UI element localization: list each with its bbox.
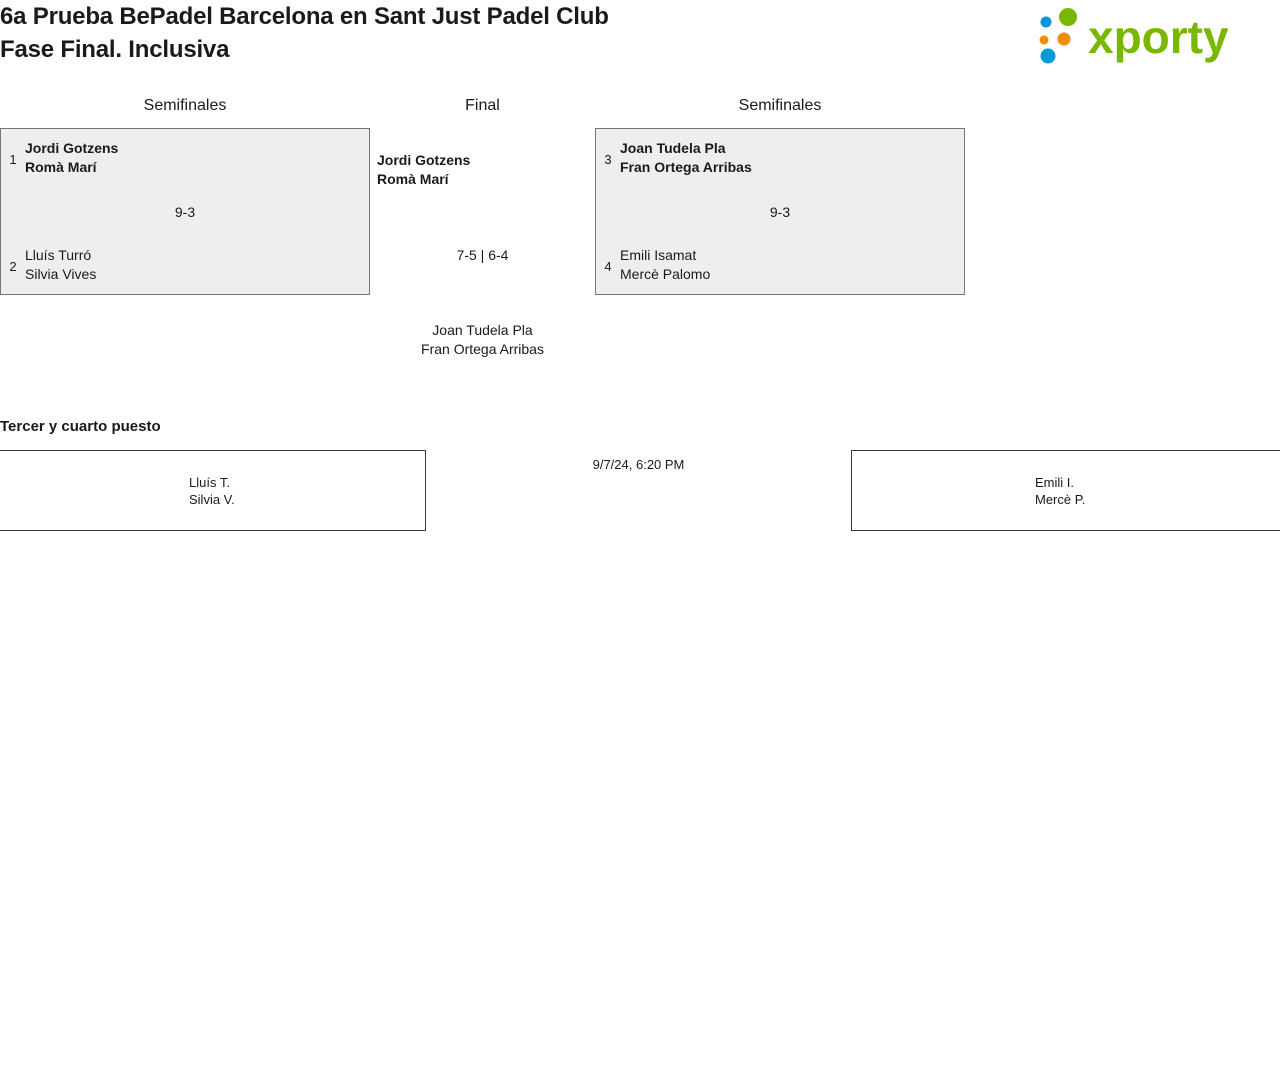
third-place-team-right[interactable]: [1035, 474, 1085, 508]
player-name: Fran Ortega Arribas: [620, 159, 752, 175]
seed-number: 2: [9, 259, 17, 274]
match-team-bottom[interactable]: [1, 246, 369, 284]
final-winner-team[interactable]: [377, 151, 470, 189]
player-name: Mercè P.: [1035, 492, 1086, 507]
player-name: Jordi Gotzens: [25, 140, 119, 156]
player-name: Jordi Gotzens: [377, 152, 471, 168]
team-players: [25, 246, 96, 284]
match-semifinal-right[interactable]: [595, 128, 965, 295]
final-runnerup-team[interactable]: [370, 321, 595, 359]
player-name: Silvia V.: [189, 492, 235, 507]
round-label-final: Final: [465, 97, 500, 114]
player-name: Romà Marí: [377, 171, 449, 187]
third-place-section-title: Tercer y cuarto puesto: [0, 418, 161, 435]
seed-number: 3: [604, 152, 612, 167]
player-name: Silvia Vives: [25, 266, 97, 282]
team-players: [620, 139, 752, 177]
player-name: Lluís T.: [189, 475, 230, 490]
match-score: 9-3: [769, 204, 791, 220]
xporty-logo[interactable]: [1034, 6, 1274, 68]
player-name: Romà Marí: [25, 159, 97, 175]
player-name: Lluís Turró: [25, 247, 92, 263]
svg-text:xporty: xporty: [1088, 11, 1229, 63]
final-match-score: 7-5 | 6-4: [456, 247, 509, 263]
third-place-team-left[interactable]: [189, 474, 235, 508]
match-team-top[interactable]: [596, 139, 964, 177]
team-players: [25, 139, 118, 177]
player-name: Emili I.: [1035, 475, 1074, 490]
team-players: [620, 246, 710, 284]
round-label-semifinals-left: Semifinales: [143, 97, 227, 114]
player-name: Emili Isamat: [620, 247, 697, 263]
player-name: Fran Ortega Arribas: [421, 341, 544, 357]
match-semifinal-left[interactable]: [0, 128, 370, 295]
page-title: [0, 0, 900, 66]
seed-number: 1: [9, 152, 17, 167]
player-name: Mercè Palomo: [620, 266, 711, 282]
page-title-line-2: Fase Final. Inclusiva: [0, 36, 230, 63]
round-label-semifinals-right: Semifinales: [738, 97, 822, 114]
player-name: Joan Tudela Pla: [432, 322, 533, 338]
page-title-line-1: 6a Prueba BePadel Barcelona en Sant Just Padel Club: [0, 3, 609, 30]
match-team-bottom[interactable]: [596, 246, 964, 284]
match-team-top[interactable]: [1, 139, 369, 177]
third-place-datetime: 9/7/24, 6:20 PM: [592, 457, 685, 472]
match-score: 9-3: [174, 204, 196, 220]
player-name: Joan Tudela Pla: [620, 140, 726, 156]
seed-number: 4: [604, 259, 612, 274]
